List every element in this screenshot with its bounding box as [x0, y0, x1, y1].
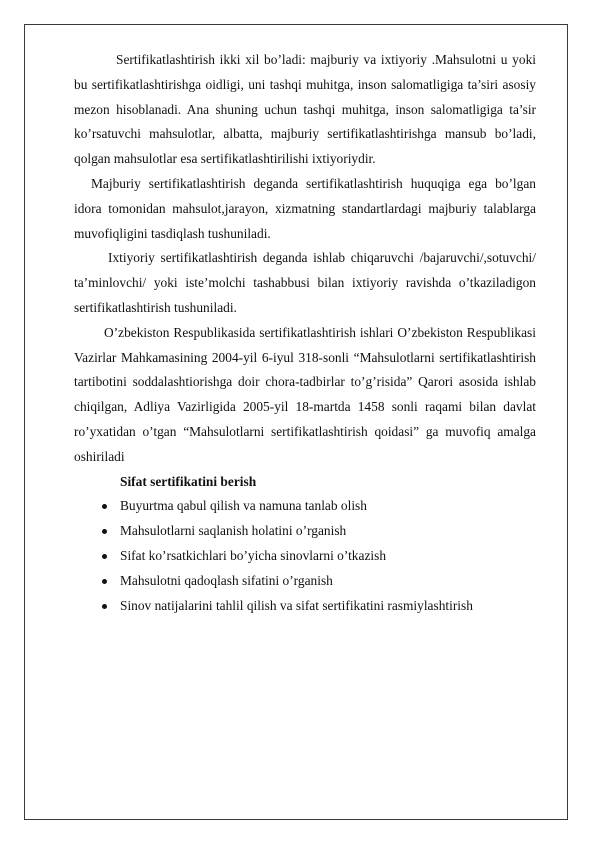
bullet-icon: [102, 504, 107, 509]
bullet-list: [74, 494, 536, 618]
bullet-icon: [102, 554, 107, 559]
bullet-icon: [102, 604, 107, 609]
list-item-text: Mahsulotni qadoqlash sifatini o’rganish: [120, 572, 333, 588]
paragraph-mandatory-certification: Majburiy sertifikatlashtirish deganda sertifikatlashtirish huquqiga ega bo’lgan idora tomonidan mahsulot,jarayon, xizmatning standartlardagi majburiy talablarga muvofiqligini tasdiqlash tushuniladi.: [74, 175, 536, 241]
paragraph-uzbekistan-legal-basis: O’zbekiston Respublikasida sertifikatlashtirish ishlari O’zbekiston Respublikasi Vazirlar Mahkamasining 2004-yil 6-iyul 318-sonli “Mahsulotlarni sertifikatlashtirish tartibotini soddalashtiorishga doir chora-tadbirlar to’g’risida” Qarori asosida ishlab chiqilgan, Adliya Vazirligida 2005-yil 18-martda 1458 sonli raqami bilan davlat ro’yxatidan o’tgan “Mahsulotlarni sertifikatlashtirish qoidasi” ga muvofiq amalga oshiriladi: [74, 324, 536, 464]
list-item: [74, 494, 536, 519]
paragraph-certification-types: Sertifikatlashtirish ikki xil bo’ladi: majburiy va ixtiyoriy .Mahsulotni u yoki bu sertifikatlashtirishga oidligi, uni tashqi muhitga, inson salomatligiga ta’siri asosiy mezon hisoblanadi. Ana shuning uchun tashqi muhitga, inson salomatligiga ta’sir ko’rsatuvchi mahsulotlar, albatta, majburiy sertifikatlashtirishga mansub bo’ladi, qolgan mahsulotlar esa sertifikatlashtirilishi ixtiyoriydir.: [74, 52, 536, 167]
list-item: [74, 594, 536, 619]
list-item: [74, 569, 536, 594]
list-item-text: Buyurtma qabul qilish va namuna tanlab olish: [120, 498, 367, 514]
list-item-text: Sinov natijalarini tahlil qilish va sifat sertifikatini rasmiylashtirish: [120, 597, 473, 613]
document-body: [74, 48, 536, 618]
list-item-text: Mahsulotlarni saqlanish holatini o’rganish: [120, 523, 347, 539]
bullet-icon: [102, 579, 107, 584]
list-item-text: Sifat ko’rsatkichlari bo’yicha sinovlarni o’tkazish: [120, 547, 387, 563]
list-item: [74, 544, 536, 569]
paragraph-voluntary-certification: Ixtiyoriy sertifikatlashtirish deganda ishlab chiqaruvchi /bajaruvchi/,sotuvchi/ ta’minlovchi/ yoki iste’molchi tashabbusi bilan ixtiyoriy ravishda o’tkaziladigon sertifikatlashtirish tushuniladi.: [74, 250, 536, 315]
section-heading: Sifat sertifikatini berish: [120, 473, 257, 489]
bullet-icon: [102, 529, 107, 534]
list-item: [74, 519, 536, 544]
